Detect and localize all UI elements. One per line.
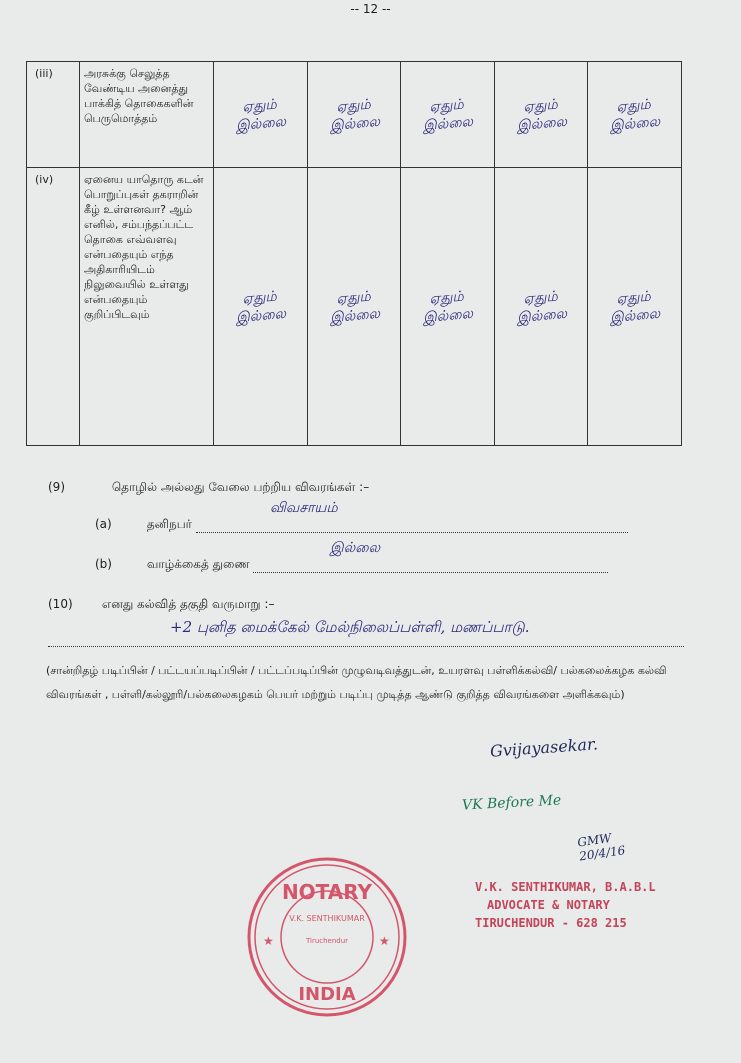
handwritten-value: ஏதும் இல்லை bbox=[235, 96, 287, 134]
table-cell bbox=[588, 168, 682, 446]
notary-seal bbox=[245, 855, 410, 1020]
dotted-line bbox=[253, 572, 608, 573]
liabilities-table bbox=[26, 61, 682, 446]
field-name: வாழ்க்கைத் துணை bbox=[146, 557, 250, 571]
handwritten-value: ஏதும் இல்லை bbox=[516, 288, 568, 326]
handwritten-value: ஏதும் இல்லை bbox=[609, 96, 662, 134]
page-number: -- 12 -- bbox=[350, 2, 391, 16]
section-title: தொழில் அல்லது வேலை பற்றிய விவரங்கள் :– bbox=[111, 480, 370, 494]
handwritten-education: +2 புனித மைக்கேல் மேல்நிலைப்பள்ளி, மணப்பாடு. bbox=[170, 618, 530, 636]
notary-name: V.K. SENTHIKUMAR, B.A.B.L bbox=[475, 880, 656, 894]
section-9-heading bbox=[48, 480, 369, 496]
section-number: (9) bbox=[48, 480, 65, 494]
field-label: (b) bbox=[95, 557, 112, 571]
candidate-signature: Gvijayasekar. bbox=[489, 734, 599, 761]
table-cell bbox=[494, 62, 588, 168]
row-number: (iii) bbox=[27, 62, 80, 168]
section-10-heading bbox=[48, 597, 274, 613]
section-number: (10) bbox=[48, 597, 73, 611]
table-cell bbox=[307, 168, 401, 446]
instruction-note: (சான்றிதழ் படிப்பின் / பட்டயப்படிப்பின் / பட்டப்படிப்பின் முழுவடிவத்துடன், உயரளவு பள்ளிக்கல்வி/ பல்கலைக்கழக கல்வி விவரங்கள் , பள்ளி/கல்லூரி/பல்கலைகழகம் பெயர் மற்றும் படிப்பு முடித்த ஆண்டு குறித்த விவரங்களை அளிக்கவும்) bbox=[46, 664, 667, 701]
table-cell bbox=[401, 62, 495, 168]
table-cell bbox=[214, 168, 308, 446]
dotted-line bbox=[196, 532, 628, 533]
attestation-signature: VK Before Me bbox=[461, 792, 562, 814]
table-cell bbox=[307, 62, 401, 168]
seal-top-text: NOTARY bbox=[281, 880, 373, 904]
notary-initials: GMW 20/4/16 bbox=[576, 830, 627, 864]
field-row-a bbox=[95, 517, 628, 533]
field-label: (a) bbox=[95, 517, 112, 531]
seal-inner-text: Tiruchendur bbox=[305, 937, 349, 945]
seal-name-text: V.K. SENTHIKUMAR bbox=[289, 914, 365, 923]
table-cell bbox=[214, 62, 308, 168]
row-number: (iv) bbox=[27, 168, 80, 446]
handwritten-value: ஏதும் இல்லை bbox=[329, 96, 381, 134]
handwritten-value: ஏதும் இல்லை bbox=[422, 288, 474, 326]
row-description: ஏனைய யாதொரு கடன் பொறுப்புகள் தகராறின் கீழ் உள்ளனவா? ஆம் எனில், சம்பந்தப்பட்ட தொகை எவ்வளவு என்பதையும் எந்த அதிகாரியிடம் நிலுவையில் உள்ளது என்பதையும் குறிப்பிடவும் bbox=[80, 168, 214, 446]
seal-bottom-text: INDIA bbox=[298, 984, 356, 1005]
table-cell bbox=[588, 62, 682, 168]
star-icon: ★ bbox=[263, 934, 274, 948]
table-cell bbox=[494, 168, 588, 446]
table-row bbox=[27, 62, 682, 168]
handwritten-value: ஏதும் இல்லை bbox=[235, 288, 287, 326]
notary-title: ADVOCATE & NOTARY bbox=[487, 898, 610, 912]
handwritten-occupation: விவசாயம் bbox=[270, 500, 338, 516]
table-cell bbox=[401, 168, 495, 446]
row-description: அரசுக்கு செலுத்த வேண்டிய அனைத்து பாக்கித் தொகைகளின் பெருமொத்தம் bbox=[80, 62, 214, 168]
handwritten-value: ஏதும் இல்லை bbox=[516, 96, 568, 134]
field-row-b bbox=[95, 557, 608, 573]
notary-stamp-text bbox=[475, 878, 725, 932]
handwritten-value: ஏதும் இல்லை bbox=[422, 96, 474, 134]
handwritten-spouse-occupation: இல்லை bbox=[330, 540, 381, 556]
table-row bbox=[27, 168, 682, 446]
handwritten-value: ஏதும் இல்லை bbox=[329, 288, 381, 326]
star-icon: ★ bbox=[379, 934, 390, 948]
handwritten-value: ஏதும் இல்லை bbox=[609, 288, 662, 326]
section-title: எனது கல்வித் தகுதி வருமாறு :– bbox=[101, 597, 275, 611]
notary-location: TIRUCHENDUR - 628 215 bbox=[475, 916, 627, 930]
field-name: தனிநபர் bbox=[146, 517, 192, 531]
dotted-line bbox=[48, 646, 684, 647]
